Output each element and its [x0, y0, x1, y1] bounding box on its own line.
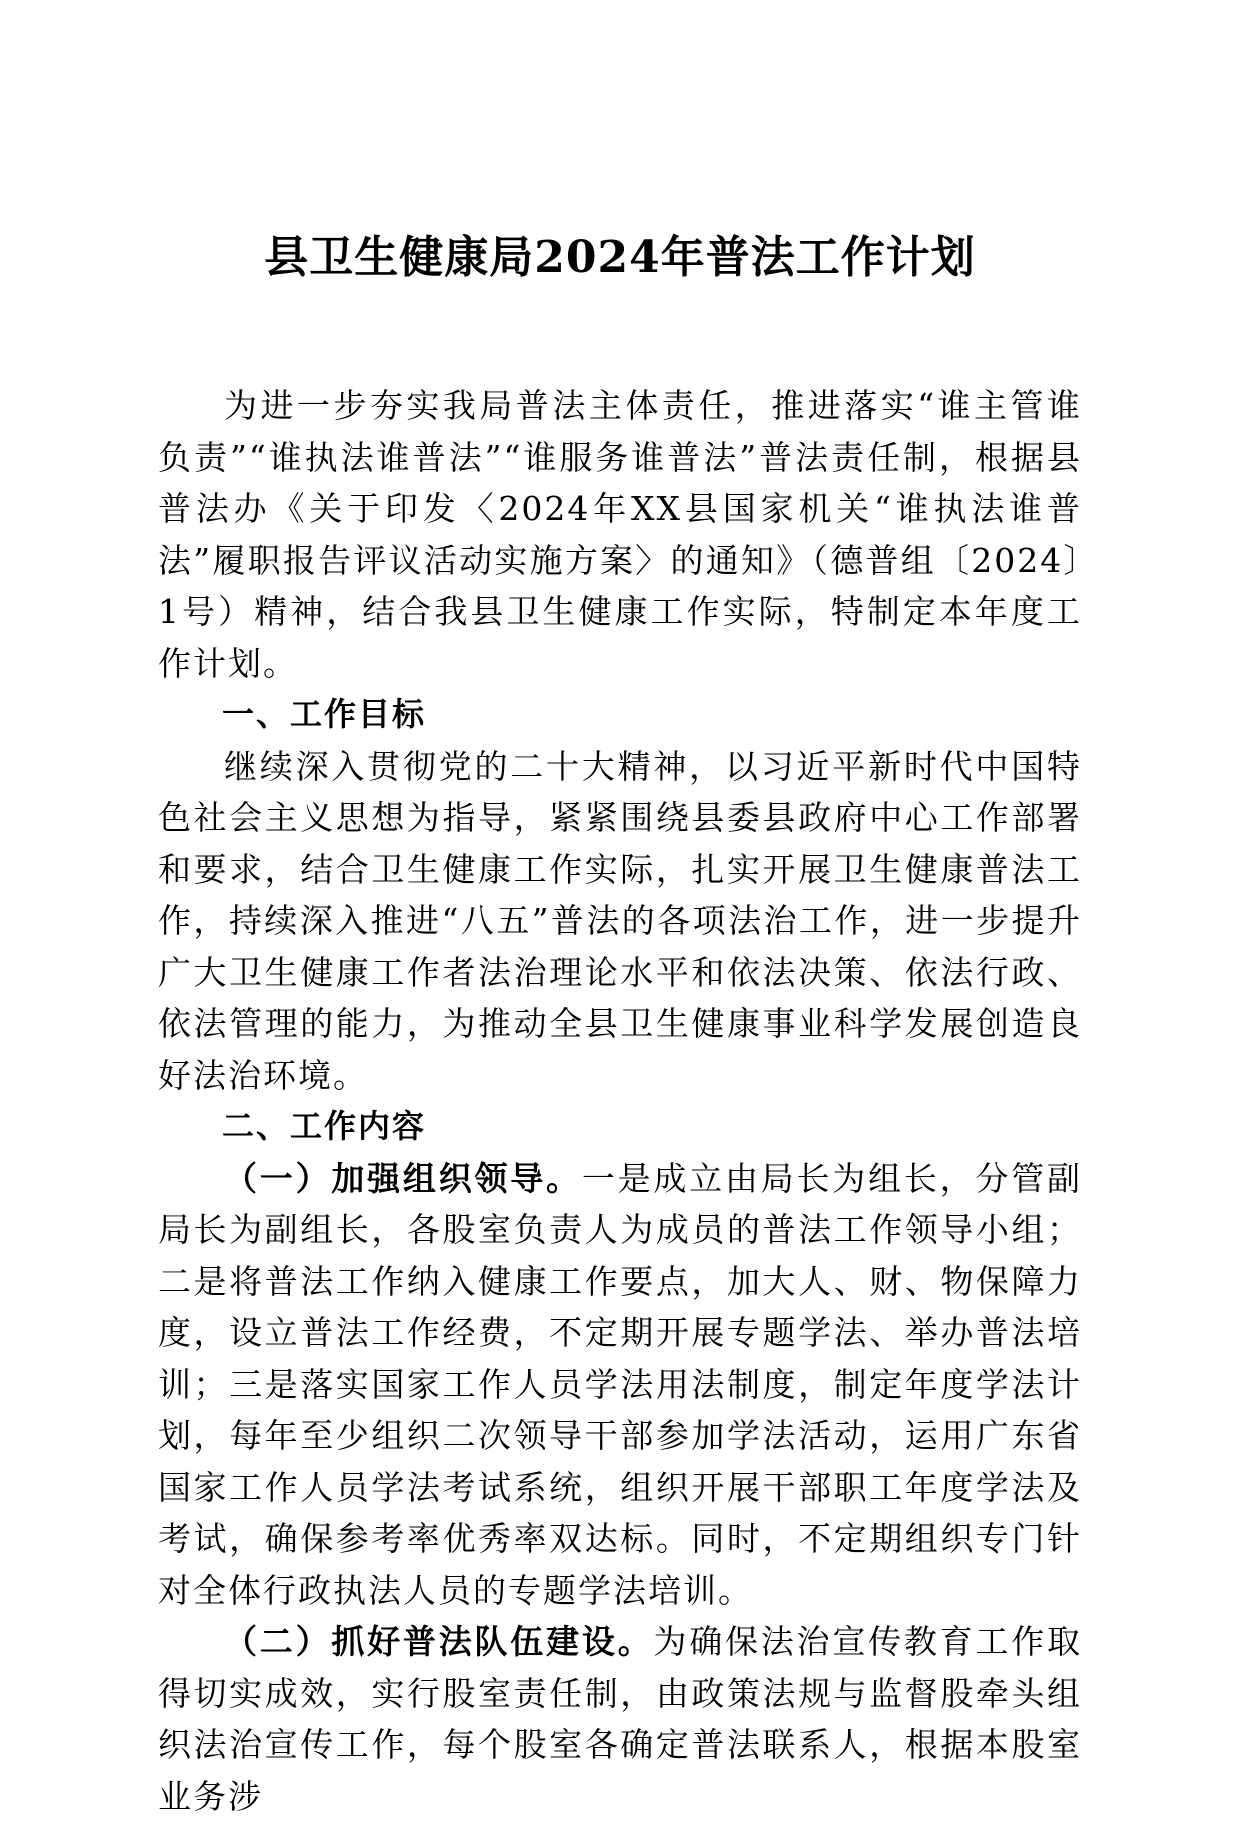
intro-paragraph: 为进一步夯实我局普法主体责任，推进落实“谁主管谁负责”“谁执法谁普法”“谁服务谁普法”普法责任制，根据县普法办《关于印发〈2024年XX县国家机关“谁执法谁普法”履职报告评议活动实施方案〉的通知》（德普组〔2024〕1号）精神，结合我县卫生健康工作实际，特制定本年度工作计划。 [158, 386, 1082, 683]
content-item-1-text: 一是成立由局长为组长，分管副局长为副组长，各股室负责人为成员的普法工作领导小组；二是将普法工作纳入健康工作要点，加大人、财、物保障力度，设立普法工作经费，不定期开展专题学法、举办普法培训；三是落实国家工作人员学法用法制度，制定年度学法计划，每年至少组织二次领导干部参加学法活动，运用广东省国家工作人员学法考试系统，组织开展干部职工年度学法及考试，确保参考率优秀率双达标。同时，不定期组织专门针对全体行政执法人员的专题学法培训。 [158, 1158, 1083, 1610]
content-item-1-heading: （一）加强组织领导。 [224, 1158, 582, 1198]
goals-paragraph: 继续深入贯彻党的二十大精神，以习近平新时代中国特色社会主义思想为指导，紧紧围绕县委县政府中心工作部署和要求，结合卫生健康工作实际，扎实开展卫生健康普法工作，持续深入推进“八五”普法的各项法治工作，进一步提升广大卫生健康工作者法治理论水平和依法决策、依法行政、依法管理的能力，为推动全县卫生健康事业科学发展创造良好法治环境。 [158, 746, 1082, 1095]
document-body [158, 380, 1082, 1822]
content-item-2-text: 为确保法治宣传教育工作取得切实成效，实行股室责任制，由政策法规与监督股牵头组织法治宣传工作，每个股室各确定普法联系人，根据本股室业务涉 [158, 1622, 1083, 1816]
document-title: 县卫生健康局2024年普法工作计划 [264, 232, 976, 283]
content-item-2-heading: （二）抓好普法队伍建设。 [224, 1622, 654, 1661]
section-heading-goals: 一、工作目标 [222, 695, 427, 733]
content-item-1 [158, 1153, 1082, 1617]
section-heading-content: 二、工作内容 [222, 1107, 427, 1145]
content-item-2 [158, 1616, 1082, 1822]
